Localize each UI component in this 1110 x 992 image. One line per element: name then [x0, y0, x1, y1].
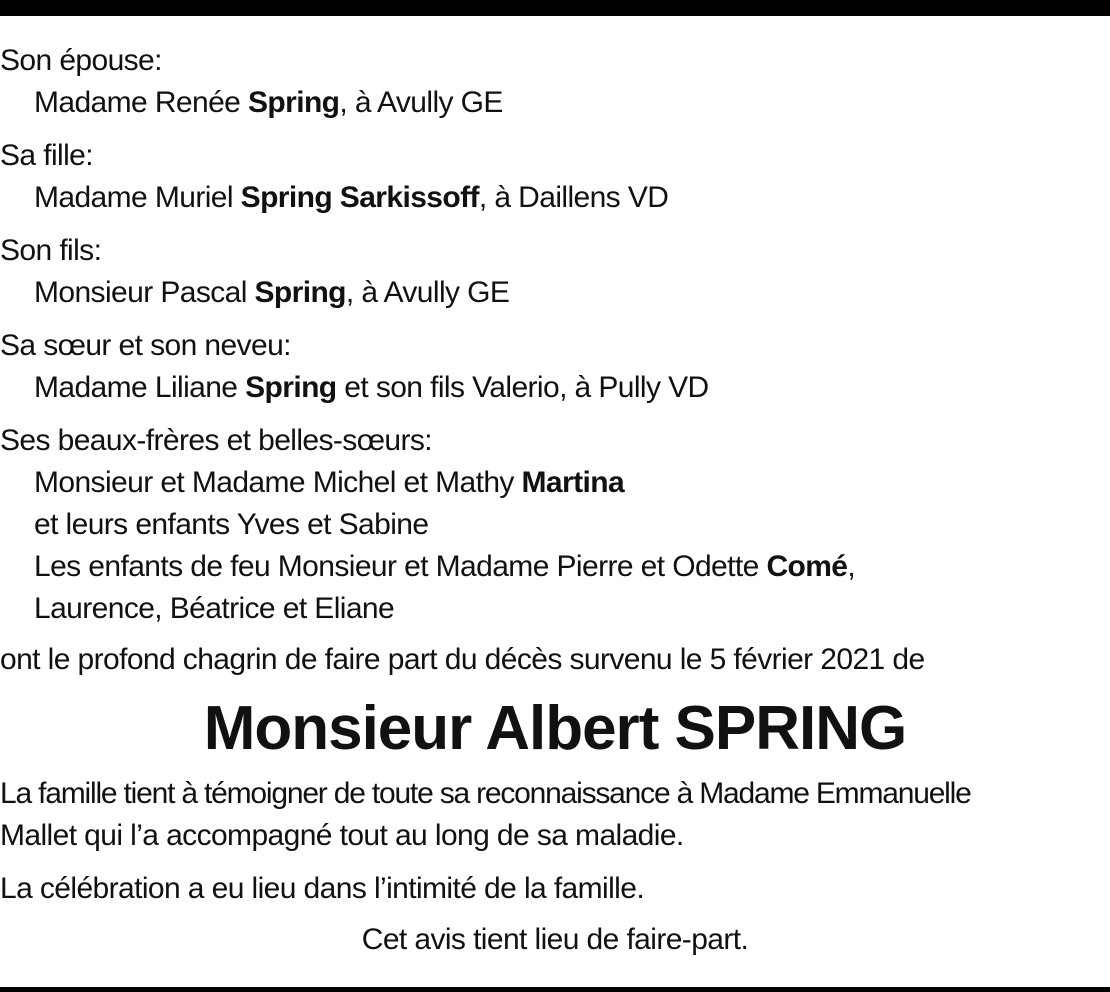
- top-rule: [0, 0, 1110, 16]
- member-text: , à Avully GE: [345, 276, 510, 309]
- member-text: , à Daillens VD: [478, 181, 669, 214]
- group-label: Son fils:: [0, 234, 102, 267]
- member-surname: Spring Sarkissoff: [240, 181, 479, 214]
- member-surname: Martina: [521, 466, 625, 499]
- family-member-line: [0, 367, 1110, 409]
- member-text: Les enfants de feu Monsieur et Madame Pierre et Odette: [34, 550, 767, 583]
- announcement-text: ont le profond chagrin de faire part du décès survenu le 5 février 2021 de: [0, 643, 925, 676]
- family-member-line: [0, 546, 1110, 588]
- family-member-line: [0, 588, 1110, 630]
- family-member-line: [0, 462, 1110, 504]
- family-member-line: [0, 504, 1110, 546]
- member-text: et leurs enfants Yves et Sabine: [34, 508, 429, 541]
- member-text: Monsieur et Madame Michel et Mathy: [34, 466, 522, 499]
- member-text: Laurence, Béatrice et Eliane: [34, 592, 395, 625]
- group-label: Son épouse:: [0, 44, 162, 77]
- member-text: Madame Renée: [34, 86, 248, 119]
- member-text: Monsieur Pascal: [34, 276, 255, 309]
- family-member-line: [0, 82, 1110, 124]
- deceased-name: Monsieur Albert SPRING: [203, 694, 907, 763]
- family-group-son: [0, 230, 1110, 314]
- group-label: Sa fille:: [0, 139, 93, 172]
- obituary-notice: [0, 40, 1110, 961]
- member-surname: Spring: [245, 371, 337, 404]
- thanks-line: La famille tient à témoigner de toute sa reconnaissance à Madame Emmanuelle: [0, 777, 971, 810]
- thanks-paragraph: [0, 773, 1110, 857]
- member-text: ,: [847, 550, 856, 583]
- family-group-sister: [0, 325, 1110, 409]
- member-text: , à Avully GE: [339, 86, 503, 119]
- member-text: Madame Liliane: [34, 371, 246, 404]
- thanks-line: Mallet qui l’a accompagné tout au long de sa maladie.: [0, 819, 684, 852]
- family-group-in-laws: [0, 420, 1110, 630]
- group-label: Ses beaux-frères et belles-sœurs:: [0, 424, 433, 457]
- bottom-rule: [0, 987, 1110, 992]
- family-group-spouse: [0, 40, 1110, 124]
- group-label: Sa sœur et son neveu:: [0, 329, 291, 362]
- member-text: Madame Muriel: [34, 181, 241, 214]
- family-member-line: [0, 272, 1110, 314]
- member-surname: Comé: [766, 550, 848, 583]
- closing-text: Cet avis tient lieu de faire-part.: [361, 923, 749, 956]
- ceremony-paragraph: [0, 868, 1110, 910]
- member-surname: Spring: [254, 276, 346, 309]
- family-member-line: [0, 177, 1110, 219]
- family-group-daughter: [0, 135, 1110, 219]
- ceremony-text: La célébration a eu lieu dans l’intimité de la famille.: [0, 872, 645, 905]
- member-text: et son fils Valerio, à Pully VD: [336, 371, 709, 404]
- member-surname: Spring: [248, 86, 340, 119]
